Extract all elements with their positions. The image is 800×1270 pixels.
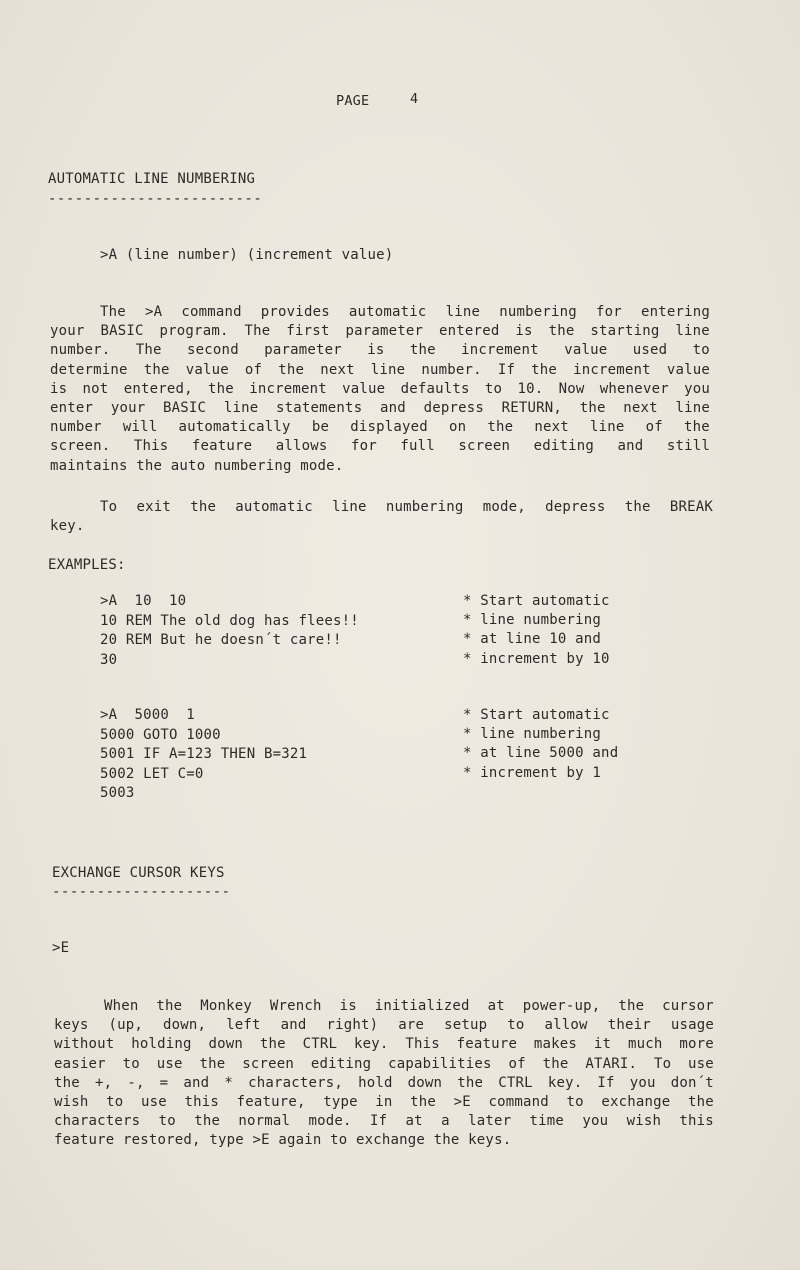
paragraph-word: command <box>488 1094 549 1110</box>
paragraph-word: depress <box>423 400 484 416</box>
paragraph-text: key. <box>50 518 85 535</box>
section-title-automatic-line-numbering: AUTOMATIC LINE NUMBERING <box>48 171 256 187</box>
paragraph-word: more <box>679 1036 714 1053</box>
paragraph-word: feature <box>191 438 253 455</box>
paragraph-word: The <box>244 323 271 340</box>
code-line: >A 5000 1 <box>100 707 195 723</box>
paragraph-word: = <box>159 1074 169 1091</box>
code-line: 5002 LET C=0 <box>100 765 204 782</box>
paragraph-word: Monkey <box>200 998 252 1014</box>
paragraph-word: feature <box>456 1036 518 1053</box>
code-comment: * increment by 1 <box>463 764 602 781</box>
code-comment: * at line 5000 and <box>463 745 619 762</box>
paragraph-word: determine <box>50 361 128 378</box>
code-line: 10 REM The old dog has flees!! <box>100 612 359 629</box>
code-line: 5000 GOTO 1000 <box>100 726 221 743</box>
paragraph-word: mode, <box>482 499 526 515</box>
paragraph-word: not <box>82 380 109 397</box>
paragraph-word: you <box>629 1074 656 1091</box>
paragraph-word: holding <box>131 1036 192 1053</box>
section-title-underline-2: -------------------- <box>52 884 231 900</box>
paragraph-word: the <box>548 323 575 340</box>
paragraph-word: use <box>688 1055 714 1072</box>
paragraph-word: is <box>367 342 385 359</box>
paragraph-line <box>54 1035 714 1054</box>
paragraph-word: provides <box>260 304 330 320</box>
paragraph-word: characters <box>54 1113 141 1130</box>
paragraph-word: the <box>199 1055 226 1072</box>
paragraph-line <box>50 437 710 456</box>
paragraph-line <box>50 399 710 418</box>
paragraph-word: to <box>507 1017 525 1034</box>
paragraph-word: increment <box>461 342 539 359</box>
paragraph-line <box>50 322 710 341</box>
paragraph-word: BREAK <box>669 499 713 515</box>
paragraph-word: the <box>409 342 436 359</box>
paragraph-word: key. <box>547 1074 583 1091</box>
paragraph-word: the <box>618 998 645 1014</box>
paragraph-word: the <box>542 1055 569 1072</box>
paragraph-word: entered <box>439 323 500 340</box>
paragraph-word: mode. <box>308 1113 352 1130</box>
paragraph-word: number. <box>421 361 482 378</box>
paragraph-word: of <box>508 1055 526 1072</box>
paragraph-line <box>100 303 710 322</box>
paragraph-word: without <box>54 1036 115 1053</box>
paragraph-word: editing <box>310 1055 372 1072</box>
paragraph-word: and <box>617 438 644 455</box>
paragraph-word: of <box>244 361 263 378</box>
paragraph-word: The <box>100 304 126 320</box>
paragraph-word: it <box>593 1036 612 1053</box>
command-syntax-e: >E <box>52 940 70 956</box>
paragraph-word: BASIC <box>100 323 144 340</box>
page-header-label: PAGE <box>336 93 370 109</box>
paragraph-word: line <box>675 400 710 416</box>
paragraph-word: -, <box>127 1074 145 1091</box>
paragraph-word: the <box>624 499 651 515</box>
paragraph-word: the <box>687 1094 714 1110</box>
paragraph-word: the <box>410 1094 437 1110</box>
paragraph-word: be <box>311 419 330 436</box>
paragraph-line <box>54 1055 714 1074</box>
paragraph-word: usage <box>670 1017 714 1034</box>
paragraph-word: The <box>135 342 162 359</box>
paragraph-word: you <box>582 1113 609 1130</box>
paragraph-word: later <box>468 1113 512 1130</box>
paragraph-word: to <box>106 1094 124 1110</box>
paragraph-word: automatically <box>178 419 291 436</box>
paragraph-line <box>100 498 713 517</box>
paragraph-line <box>54 1016 714 1035</box>
paragraph-word: the <box>208 380 234 397</box>
paragraph-word: used <box>632 342 668 359</box>
paragraph-word: their <box>607 1017 651 1034</box>
paragraph-word: to <box>158 1113 176 1130</box>
paragraph-word: RETURN, <box>501 400 563 416</box>
code-line: 20 REM But he doesn´t care!! <box>100 632 342 648</box>
paragraph-word: statements <box>276 400 363 416</box>
paragraph-word: editing <box>533 438 594 455</box>
paragraph-word: left <box>226 1017 261 1034</box>
paragraph-word: CTRL <box>302 1036 338 1053</box>
paragraph-word: command <box>181 304 242 320</box>
paragraph-word: don´t <box>670 1074 714 1091</box>
paragraph-word: a <box>441 1113 450 1130</box>
paragraph-word: time <box>529 1113 565 1130</box>
paragraph-word: the <box>156 998 183 1014</box>
paragraph-word: allows <box>275 438 328 455</box>
paragraph-line <box>54 1093 714 1112</box>
code-line: 5001 IF A=123 THEN B=321 <box>100 746 308 762</box>
paragraph-word: on <box>448 419 467 436</box>
paragraph-word: number. <box>50 342 111 359</box>
paragraph-word: CTRL <box>498 1074 533 1091</box>
paragraph-word: of <box>645 419 663 436</box>
paragraph-word: enter <box>50 400 94 416</box>
section-title-exchange-cursor-keys: EXCHANGE CURSOR KEYS <box>52 865 225 881</box>
paragraph-word: entering <box>640 304 710 320</box>
paragraph-word: the <box>487 419 514 436</box>
paragraph-word: defaults <box>400 380 470 397</box>
paragraph-word: to <box>692 342 710 359</box>
paragraph-word: still <box>666 438 710 455</box>
paragraph-word: down <box>208 1036 244 1053</box>
paragraph-word: and <box>183 1074 210 1091</box>
paragraph-word: entered, <box>123 380 193 397</box>
paragraph-word: power-up, <box>522 998 601 1014</box>
paragraph-word: next <box>623 400 658 416</box>
paragraph-word: right) <box>326 1017 379 1034</box>
code-comment: * line numbering <box>463 612 602 629</box>
paragraph-word: the <box>531 361 558 378</box>
paragraph-word: automatic <box>348 304 427 320</box>
paragraph-word: capabilities <box>388 1055 492 1072</box>
paragraph-word: automatic <box>235 499 313 515</box>
code-comment: * at line 10 and <box>463 631 602 648</box>
paragraph-word: line <box>589 419 625 436</box>
section-title-underline: ------------------------ <box>48 191 263 207</box>
command-syntax-a: >A (line number) (increment value) <box>100 247 394 263</box>
paragraph-line <box>50 517 85 536</box>
paragraph-word: ATARI. <box>585 1055 638 1072</box>
paragraph-word: line <box>675 323 710 340</box>
paragraph-word: line <box>332 499 367 515</box>
paragraph-word: >A <box>144 304 163 320</box>
paragraph-word: to <box>566 1094 584 1110</box>
examples-label: EXAMPLES: <box>48 557 126 573</box>
paragraph-word: * <box>224 1074 233 1091</box>
paragraph-text: maintains the auto numbering mode. <box>50 457 344 474</box>
paragraph-word: cursor <box>662 998 714 1014</box>
paragraph-word: exit <box>136 499 171 515</box>
paragraph-word: allow <box>544 1017 588 1034</box>
code-comment: * line numbering <box>463 726 602 743</box>
paragraph-word: BASIC <box>163 400 207 416</box>
paragraph-word: starting <box>590 323 660 340</box>
paragraph-word: program. <box>159 323 229 340</box>
paragraph-word: will <box>122 419 158 436</box>
paragraph-word: To <box>100 499 118 515</box>
paragraph-line <box>50 457 343 476</box>
paragraph-line <box>54 1112 714 1131</box>
paragraph-word: line <box>223 400 259 416</box>
paragraph-word: displayed <box>350 419 428 436</box>
paragraph-word: to <box>122 1055 140 1072</box>
paragraph-word: the <box>278 361 305 378</box>
paragraph-word: use <box>156 1055 183 1072</box>
paragraph-word: the <box>457 1074 484 1091</box>
paragraph-word: wish <box>626 1113 662 1130</box>
paragraph-word: numbering <box>499 304 577 320</box>
paragraph-word: depress <box>545 499 606 515</box>
paragraph-text: feature restored, type >E again to exchange the keys. <box>54 1132 512 1149</box>
paragraph-word: Now <box>558 380 585 397</box>
paragraph-word: the <box>194 1113 221 1130</box>
paragraph-word: When <box>104 998 139 1014</box>
paragraph-word: characters, <box>248 1074 343 1091</box>
paragraph-word: down, <box>163 1017 207 1034</box>
paragraph-word: whenever <box>599 380 669 397</box>
paragraph-word: wish <box>54 1094 89 1110</box>
paragraph-word: and <box>280 1017 307 1034</box>
paragraph-word: next <box>534 419 569 436</box>
paragraph-word: If <box>497 361 516 378</box>
paragraph-word: keys <box>54 1017 89 1034</box>
paragraph-word: at <box>487 998 505 1014</box>
paragraph-word: type <box>323 1094 358 1110</box>
paragraph-word: +, <box>94 1074 113 1091</box>
paragraph-word: full <box>400 438 435 455</box>
paragraph-word: Wrench <box>269 998 322 1014</box>
paragraph-word: This <box>405 1036 440 1053</box>
paragraph-line <box>54 1131 511 1150</box>
paragraph-word: makes <box>533 1036 578 1053</box>
paragraph-word: initialized <box>374 998 470 1014</box>
paragraph-line <box>50 361 710 380</box>
paragraph-word: is <box>339 998 357 1014</box>
paragraph-word: screen <box>242 1055 294 1072</box>
paragraph-word: value <box>342 380 386 397</box>
paragraph-word: for <box>350 438 377 455</box>
paragraph-word: much <box>628 1036 663 1053</box>
paragraph-word: normal <box>238 1113 291 1130</box>
paragraph-word: your <box>50 323 85 340</box>
paragraph-word: the <box>54 1074 80 1091</box>
paragraph-word: is <box>515 323 533 340</box>
paragraph-word: screen <box>458 438 511 455</box>
paragraph-line <box>104 997 714 1016</box>
paragraph-word: line <box>370 361 406 378</box>
paragraph-word: increment <box>249 380 327 397</box>
paragraph-word: line <box>445 304 481 320</box>
paragraph-word: increment <box>573 361 651 378</box>
page-number: 4 <box>410 91 419 107</box>
paragraph-word: use <box>140 1094 167 1110</box>
paragraph-word: If <box>597 1074 615 1091</box>
paragraph-word: first <box>286 323 330 340</box>
paragraph-word: the <box>683 419 710 436</box>
code-line: >A 10 10 <box>100 593 187 609</box>
code-line: 5003 <box>100 785 135 801</box>
paragraph-word: To <box>653 1055 672 1072</box>
paragraph-word: hold <box>358 1074 393 1091</box>
paragraph-word: parameter <box>264 342 342 359</box>
paragraph-line <box>50 418 710 437</box>
paragraph-word: to <box>484 380 503 397</box>
paragraph-word: the <box>579 400 606 416</box>
paragraph-word: in <box>375 1094 393 1110</box>
paragraph-word: value <box>666 361 710 378</box>
paragraph-word: If <box>369 1113 388 1130</box>
paragraph-word: the <box>259 1036 286 1053</box>
paragraph-word: the <box>190 499 217 515</box>
paragraph-word: exchange <box>601 1094 671 1110</box>
paragraph-word: is <box>50 380 68 397</box>
paragraph-word: next <box>320 361 355 378</box>
paragraph-word: for <box>596 304 622 320</box>
paragraph-word: at <box>405 1113 423 1130</box>
paragraph-word: screen. <box>50 438 111 455</box>
paragraph-line <box>50 380 710 399</box>
code-comment: * Start automatic <box>463 707 610 723</box>
paragraph-word: are <box>398 1017 425 1034</box>
paragraph-word: down <box>407 1074 443 1091</box>
paragraph-word: easier <box>54 1055 106 1072</box>
paragraph-word: the <box>143 361 170 378</box>
paragraph-word: >E <box>453 1094 471 1110</box>
paragraph-word: this <box>679 1113 714 1130</box>
paragraph-word: and <box>380 400 406 416</box>
paragraph-word: This <box>133 438 169 455</box>
paragraph-word: numbering <box>385 499 464 515</box>
paragraph-word: number <box>50 419 102 436</box>
paragraph-word: feature, <box>236 1094 306 1110</box>
code-line: 30 <box>100 651 118 668</box>
code-comment: * Start automatic <box>463 593 610 609</box>
paragraph-word: value <box>564 342 608 359</box>
paragraph-word: second <box>187 342 239 359</box>
paragraph-line <box>54 1074 714 1093</box>
paragraph-word: your <box>110 400 146 416</box>
paragraph-line <box>50 341 710 360</box>
code-comment: * increment by 10 <box>463 650 610 667</box>
paragraph-word: 10. <box>517 380 544 397</box>
paragraph-word: value <box>185 361 229 378</box>
paragraph-word: this <box>184 1094 219 1110</box>
paragraph-word: you <box>684 380 710 397</box>
paragraph-word: key. <box>353 1036 389 1053</box>
paragraph-word: setup <box>444 1017 488 1034</box>
paragraph-word: (up, <box>108 1017 144 1034</box>
paragraph-word: parameter <box>345 323 424 340</box>
